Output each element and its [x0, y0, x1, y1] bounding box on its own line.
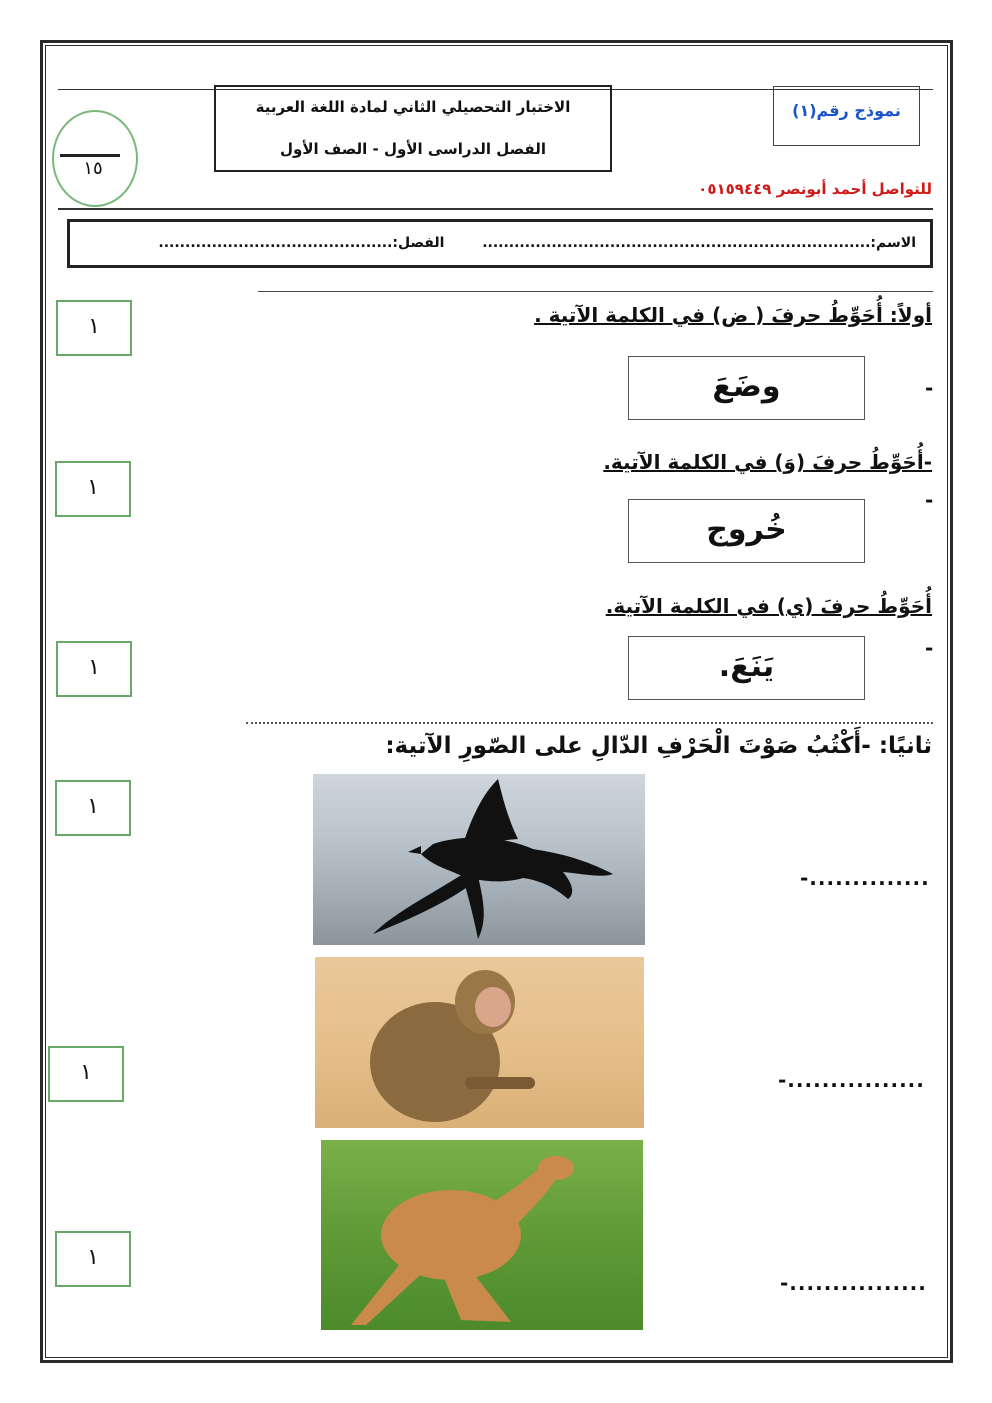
class-field[interactable]: الفصل:............................................ [158, 235, 445, 251]
section2-title: ثانيًا: -أَكْتُبُ صَوْتَ الْحَرْفِ الدّالِ على الصّورِ الآتية: [385, 733, 932, 759]
word-box: وضَعَ [628, 356, 865, 420]
crow-icon [313, 774, 645, 945]
monkey-photo [315, 957, 644, 1128]
word-box: يَنَعَ. [628, 636, 865, 700]
name-field[interactable]: الاسم:......................................................................... [482, 235, 916, 251]
word-box: خُروج [628, 499, 865, 563]
item-dash: - [925, 488, 934, 512]
model-number-box [773, 86, 920, 146]
student-info-row [158, 235, 916, 251]
exam-subtitle: الفصل الدراسى الأول - الصف الأول [280, 140, 546, 158]
crow-photo [313, 774, 645, 945]
section1-separator [258, 291, 933, 292]
mark-box: ١ [48, 1046, 124, 1102]
total-score: ١٥ [83, 158, 103, 179]
contact-info: للتواصل أحمد أبونصر ٠٥١٥٩٤٤٩ [698, 180, 932, 198]
mark-box: ١ [55, 461, 131, 517]
mark-box: ١ [56, 641, 132, 697]
score-fraction-bar [60, 154, 120, 157]
item-dash: - [925, 636, 934, 660]
item-dash: - [925, 376, 934, 400]
exam-title-box [214, 85, 612, 172]
kangaroo-icon [321, 1140, 643, 1330]
mark-box: ١ [55, 780, 131, 836]
model-number: نموذج رقم(١) [792, 101, 901, 120]
student-info-box [67, 219, 933, 268]
question-prompt: -أُحَوِّطُ حرفَ (وَ) في الكلمة الآتية. [603, 450, 932, 474]
kangaroo-photo [321, 1140, 643, 1330]
section1-title: أولاً: أُحَوِّطُ حرفَ ( ض) في الكلمة الآتية . [534, 303, 932, 327]
answer-blank[interactable]: -.............. [800, 866, 930, 890]
monkey-icon [315, 957, 644, 1128]
answer-blank[interactable]: -................ [780, 1271, 927, 1295]
mark-box: ١ [56, 300, 132, 356]
header-bottom-rule [58, 208, 933, 210]
question-prompt: أُحَوِّطُ حرفَ (ي) في الكلمة الآتية. [605, 594, 932, 618]
section2-separator [246, 722, 933, 724]
mark-box: ١ [55, 1231, 131, 1287]
exam-title: الاختبار التحصيلي الثاني لمادة اللغة العربية [255, 98, 571, 116]
answer-blank[interactable]: -................ [778, 1068, 925, 1092]
